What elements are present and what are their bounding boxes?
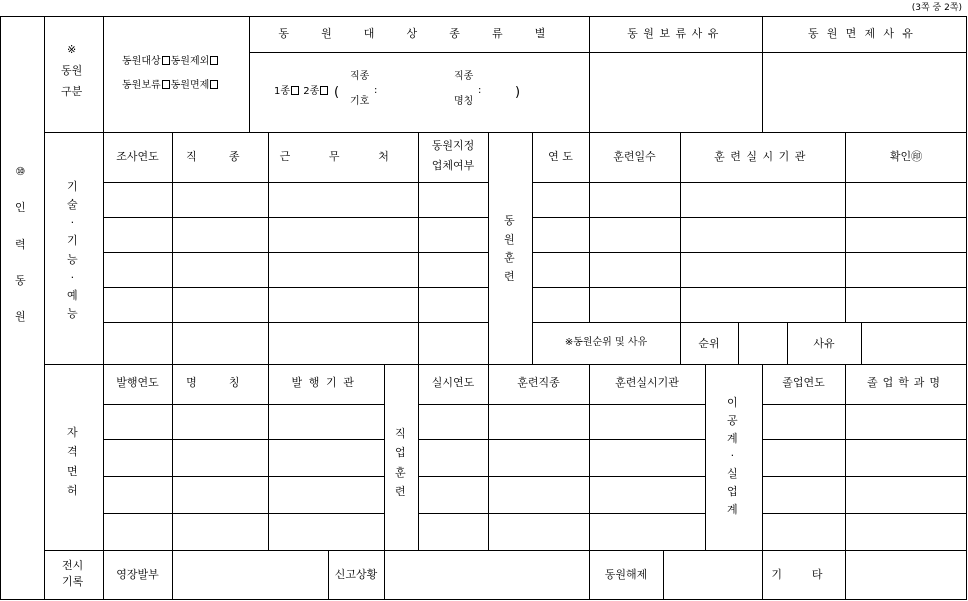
checkbox-class2[interactable] (320, 86, 328, 95)
side-char: 술 (67, 198, 78, 212)
school-side-label (727, 394, 738, 519)
defer-reason-header: 동원보류사유 (627, 27, 724, 40)
col-license-name: 명 칭 (186, 376, 254, 389)
side-char: 계 (727, 431, 738, 445)
paren-open: ( (334, 85, 340, 100)
side-char: 원 (504, 232, 515, 246)
mobilization-form (0, 16, 967, 600)
colon-mark: : (478, 85, 482, 96)
side-char: 동 (504, 214, 515, 227)
license-side-label (67, 423, 78, 500)
job-type-label-2: 직종 (454, 71, 474, 82)
class-option-label: 2종 (303, 86, 320, 97)
side-char: 업 (727, 485, 738, 499)
reason-label: 사유 (813, 337, 835, 350)
skills-side-label (67, 178, 78, 323)
option-label: 동원보류 (122, 80, 161, 91)
side-char: 련 (395, 484, 406, 498)
mobilization-release-label: 동원해제 (604, 568, 648, 581)
training-side-label (504, 212, 515, 287)
side-char: 기 (67, 234, 78, 248)
col-workplace: 근 무 처 (279, 150, 407, 163)
col-graduation-major: 졸업학과명 (867, 376, 945, 389)
side-char: 업 (395, 446, 406, 460)
job-type-label: 직종 (350, 71, 370, 82)
section-title-char: ⑩ (15, 165, 26, 178)
section-title-char: 력 (15, 237, 26, 251)
col-job-type: 직 종 (186, 150, 254, 163)
side-char: 기 (67, 180, 78, 193)
category-label (61, 40, 82, 103)
side-char: 련 (504, 270, 515, 284)
side-char: 직 (395, 427, 406, 440)
voc-training-side-label (395, 424, 406, 501)
col-issue-year: 발행연도 (116, 376, 159, 389)
col-training-institution: 훈련실시기관 (714, 150, 811, 163)
section-title-char: 인 (15, 201, 26, 215)
report-status-label: 신고상황 (334, 568, 378, 581)
col-training-agency: 훈련실시기관 (615, 376, 679, 389)
rank-label: 순위 (698, 337, 720, 350)
col-survey-year: 조사연도 (116, 150, 159, 163)
note-mark: ※ (67, 43, 77, 56)
category-options-row2 (122, 80, 219, 91)
form-grid-lines (0, 16, 967, 600)
col-training-year: 연 도 (548, 150, 573, 163)
page-indicator: (3쪽 중 2쪽) (911, 3, 962, 13)
section-title (15, 154, 26, 335)
exempt-reason-header: 동원면제사유 (807, 27, 922, 40)
colon-mark: : (374, 85, 378, 96)
wartime-line: 전시 (62, 559, 84, 572)
name-label: 명칭 (454, 96, 474, 107)
col-training-days: 훈련일수 (613, 150, 656, 163)
side-char: 훈 (395, 465, 406, 479)
mobilization-order-label: ※동원순위 및 사유 (564, 337, 648, 348)
col-designated-line1: 동원지정 (431, 139, 475, 152)
checkbox-class1[interactable] (291, 86, 299, 95)
option-label: 동원면제 (170, 80, 210, 91)
category-options-row1 (122, 56, 219, 67)
checkbox-excluded[interactable] (210, 56, 218, 65)
side-char: 이 (727, 396, 738, 409)
side-char: 훈 (504, 251, 515, 265)
checkbox-deferred[interactable] (162, 80, 170, 89)
side-char: 능 (67, 306, 78, 320)
side-char: 격 (67, 445, 78, 459)
section-title-char: 동 (15, 273, 26, 287)
side-char: 예 (67, 288, 78, 302)
wartime-label (62, 558, 83, 590)
side-char: · (730, 449, 735, 463)
side-char: 면 (67, 464, 78, 478)
target-type-header: 동 원 대 상 종 류 별 (278, 27, 560, 40)
paren-close: ) (515, 85, 521, 100)
checkbox-target[interactable] (162, 56, 170, 65)
col-conduct-year: 실시연도 (431, 376, 475, 389)
col-training-job: 훈련직종 (517, 376, 560, 389)
category-line: 구분 (61, 84, 83, 98)
side-char: 자 (67, 426, 78, 439)
col-graduation-year: 졸업연도 (782, 376, 825, 389)
checkbox-exempted[interactable] (210, 80, 218, 89)
class-options (274, 86, 329, 97)
other-label: 기 타 (771, 568, 836, 581)
side-char: · (70, 216, 75, 230)
side-char: · (70, 270, 75, 284)
code-label: 기호 (350, 96, 370, 107)
option-label: 동원대상 (122, 56, 161, 67)
class-option-label: 1종 (274, 86, 291, 97)
section-title-char: 원 (15, 310, 26, 324)
side-char: 계 (727, 502, 738, 516)
wartime-line: 기록 (62, 574, 84, 588)
side-char: 공 (727, 413, 738, 427)
category-line: 동원 (61, 63, 83, 77)
side-char: 능 (67, 252, 78, 266)
col-designated-line2: 업체여부 (431, 159, 475, 172)
col-issuing-agency: 발행기관 (291, 376, 361, 389)
col-confirm-seal: 확인㊞ (889, 150, 923, 163)
option-label: 동원제외 (170, 56, 210, 67)
side-char: 허 (67, 483, 78, 497)
warrant-issued-label: 영장발부 (116, 568, 159, 581)
side-char: 실 (727, 467, 738, 481)
